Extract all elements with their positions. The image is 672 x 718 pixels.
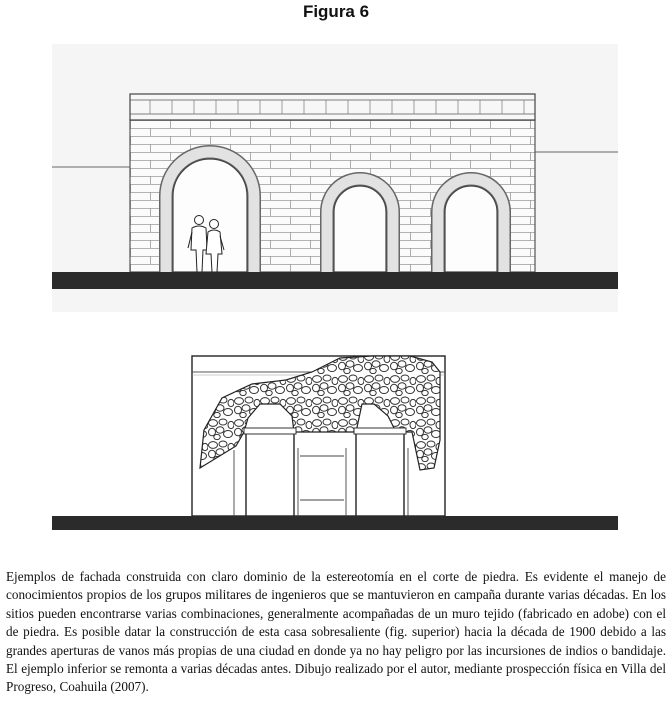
- middle-arch: [327, 179, 393, 272]
- figure-caption: Ejemplos de fachada construida con claro dominio de la estereotomía en el corte de piedra. Es evidente el manejo de conocimientos propios de los grupos militares de ingenieros que se mantuvieron en campaña durante varias décadas. En los sitios pueden encontrarse varias combinaciones, generalmente acompañadas de un muro tejido (fabricado en adobe) con el de piedra. Es posible datar la construcción de esta casa sobresaliente (fig. superior) hacia la década de 1900 debido a las grandes aperturas de vanos más propias de una ciudad en donde ya no hay peligro por las incursiones de indios o bandidaje. El ejemplo inferior se remonta a varias décadas antes. Dibujo realizado por el autor, mediante prospección física en Villa del Progreso, Coahuila (2007).: [6, 569, 666, 695]
- figure-title: Figura 6: [302, 2, 370, 21]
- upper-facade-drawing: [52, 44, 618, 312]
- right-arch: [438, 179, 504, 272]
- lower-facade-drawing: [52, 356, 618, 530]
